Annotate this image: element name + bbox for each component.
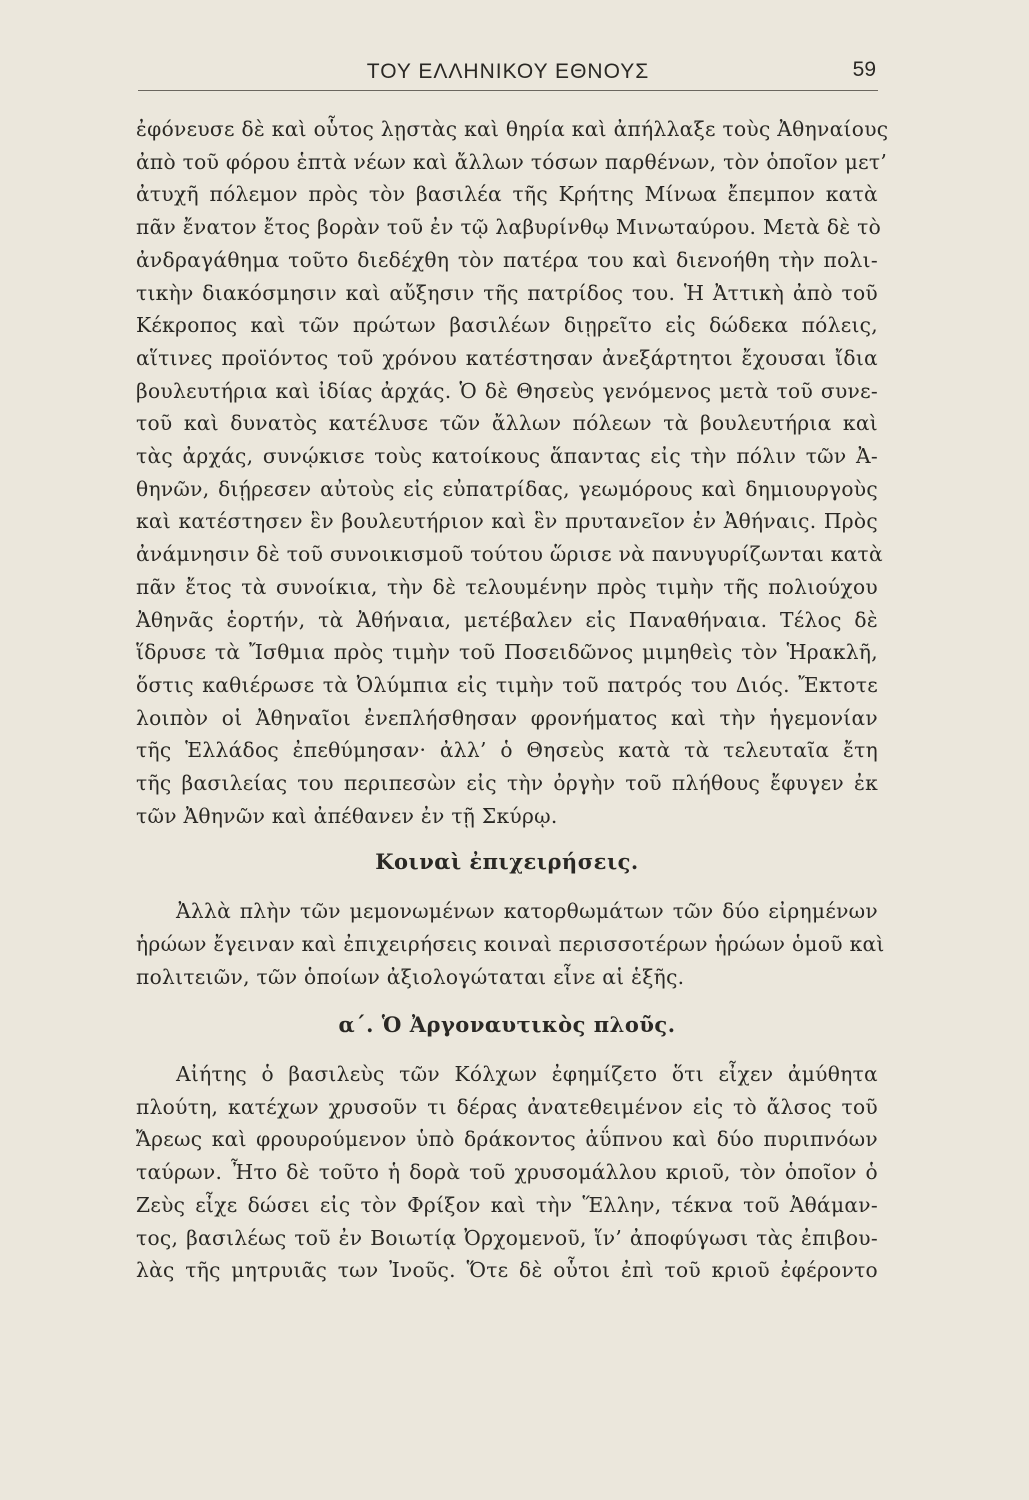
- subsection-heading: α΄. Ὁ Ἀργοναυτικὸς πλοῦς.: [338, 1012, 676, 1038]
- page-number: 59: [852, 58, 876, 81]
- page-body: [136, 113, 889, 1287]
- text-line: Ἀθηνᾶς ἑορτήν, τὰ Ἀθήναια, μετέβαλεν εἰς Παναθήναια. Τέλος δὲ: [136, 607, 878, 632]
- text-line: πᾶν ἔτος τὰ συνοίκια, τὴν δὲ τελουμένην πρὸς τιμὴν τῆς πολιούχου: [136, 574, 878, 599]
- text-line: Αἰήτης ὁ βασιλεὺς τῶν Κόλχων ἐφημίζετο ὅτι εἶχεν ἀμύθητα: [176, 1061, 878, 1086]
- text-line: λὰς τῆς μητρυιᾶς των Ἰνοῦς. Ὅτε δὲ οὗτοι ἐπὶ τοῦ κριοῦ ἐφέροντο: [136, 1258, 878, 1283]
- text-line: τῶν Ἀθηνῶν καὶ ἀπέθανεν ἐν τῇ Σκύρῳ.: [136, 803, 558, 828]
- paragraph-common-ventures: [136, 895, 885, 993]
- text-line: Ἀλλὰ πλὴν τῶν μεμονωμένων κατορθωμάτων τῶν δύο εἰρημένων: [176, 899, 878, 924]
- text-line: βουλευτήρια καὶ ἰδίας ἀρχάς. Ὁ δὲ Θησεὺς γενόμενος μετὰ τοῦ συνε-: [136, 378, 878, 403]
- text-line: ἵδρυσε τὰ Ἴσθμια πρὸς τιμὴν τοῦ Ποσειδῶνος μιμηθεὶς τὸν Ἡρακλῆ,: [136, 640, 878, 665]
- text-line: τικὴν διακόσμησιν καὶ αὔξησιν τῆς πατρίδος του. Ἡ Ἀττικὴ ἀπὸ τοῦ: [136, 280, 878, 305]
- running-header: [138, 56, 878, 91]
- text-line: καὶ κατέστησεν ἓν βουλευτήριον καὶ ἓν πρυτανεῖον ἐν Ἀθήναις. Πρὸς: [136, 509, 878, 534]
- text-line: τὰς ἀρχάς, συνῴκισε τοὺς κατοίκους ἅπαντας εἰς τὴν πόλιν τῶν Ἀ-: [136, 444, 878, 469]
- paragraph-theseus: [136, 113, 889, 832]
- text-line: τοῦ καὶ δυνατὸς κατέλυσε τῶν ἄλλων πόλεων τὰ βουλευτήρια καὶ: [136, 411, 878, 436]
- section-heading: Κοιναὶ ἐπιχειρήσεις.: [375, 849, 639, 875]
- text-line: τῆς βασιλείας του περιπεσὼν εἰς τὴν ὀργὴν τοῦ πλήθους ἔφυγεν ἐκ: [136, 771, 878, 796]
- text-line: πολιτειῶν, τῶν ὁποίων ἀξιολογώταται εἶνε αἱ ἑξῆς.: [136, 964, 685, 989]
- text-line: πᾶν ἔνατον ἔτος βορὰν τοῦ ἐν τῷ λαβυρίνθῳ Μινωταύρου. Μετὰ δὲ τὸ: [136, 215, 882, 240]
- text-line: ἀπὸ τοῦ φόρου ἑπτὰ νέων καὶ ἄλλων τόσων παρθένων, τὸν ὁποῖον μετ’: [136, 149, 888, 174]
- text-line: ἐφόνευσε δὲ καὶ οὗτος λῃστὰς καὶ θηρία καὶ ἀπήλλαξε τοὺς Ἀθηναίους: [136, 117, 889, 141]
- text-line: ἡρώων ἔγειναν καὶ ἐπιχειρήσεις κοιναὶ περισσοτέρων ἡρώων ὁμοῦ καὶ: [136, 931, 885, 956]
- text-line: Κέκροπος καὶ τῶν πρώτων βασιλέων διῃρεῖτο εἰς δώδεκα πόλεις,: [136, 313, 878, 338]
- text-line: ἀνδραγάθημα τοῦτο διεδέχθη τὸν πατέρα του καὶ διενοήθη τὴν πολι-: [136, 247, 878, 272]
- text-line: πλούτη, κατέχων χρυσοῦν τι δέρας ἀνατεθειμένον εἰς τὸ ἄλσος τοῦ: [136, 1094, 878, 1119]
- text-line: τῆς Ἑλλάδος ἐπεθύμησαν· ἀλλ’ ὁ Θησεὺς κατὰ τὰ τελευταῖα ἔτη: [136, 738, 878, 763]
- text-line: θηνῶν, διῄρεσεν αὐτοὺς εἰς εὐπατρίδας, γεωμόρους καὶ δημιουργοὺς: [136, 476, 878, 501]
- running-title: ΤΟΥ ΕΛΛΗΝΙΚΟΥ ΕΘΝΟΥΣ: [366, 60, 650, 83]
- text-line: ὅστις καθιέρωσε τὰ Ὀλύμπια εἰς τιμὴν τοῦ πατρός του Διός. Ἔκτοτε: [136, 672, 878, 697]
- text-line: αἵτινες προϊόντος τοῦ χρόνου κατέστησαν ἀνεξάρτητοι ἔχουσαι ἴδια: [136, 345, 878, 370]
- text-line: ἀνάμνησιν δὲ τοῦ συνοικισμοῦ τούτου ὥρισε νὰ πανυγυρίζωνται κατὰ: [136, 542, 883, 567]
- text-line: τος, βασιλέως τοῦ ἐν Βοιωτίᾳ Ὀρχομενοῦ, ἵν’ ἀποφύγωσι τὰς ἐπιβου-: [136, 1225, 878, 1250]
- text-line: Ἄρεως καὶ φρουρούμενον ὑπὸ δράκοντος ἀΰπνου καὶ δύο πυριπνόων: [136, 1127, 878, 1152]
- text-line: ταύρων. Ἦτο δὲ τοῦτο ἡ δορὰ τοῦ χρυσομάλλου κριοῦ, τὸν ὁποῖον ὁ: [136, 1160, 878, 1185]
- text-line: λοιπὸν οἱ Ἀθηναῖοι ἐνεπλήσθησαν φρονήματος καὶ τὴν ἡγεμονίαν: [136, 705, 878, 730]
- text-line: Ζεὺς εἶχε δώσει εἰς τὸν Φρίξον καὶ τὴν Ἕλλην, τέκνα τοῦ Ἀθάμαν-: [136, 1192, 878, 1217]
- text-line: ἀτυχῆ πόλεμον πρὸς τὸν βασιλέα τῆς Κρήτης Μίνωα ἔπεμπον κατὰ: [136, 182, 878, 207]
- paragraph-argonauts: [136, 1058, 878, 1287]
